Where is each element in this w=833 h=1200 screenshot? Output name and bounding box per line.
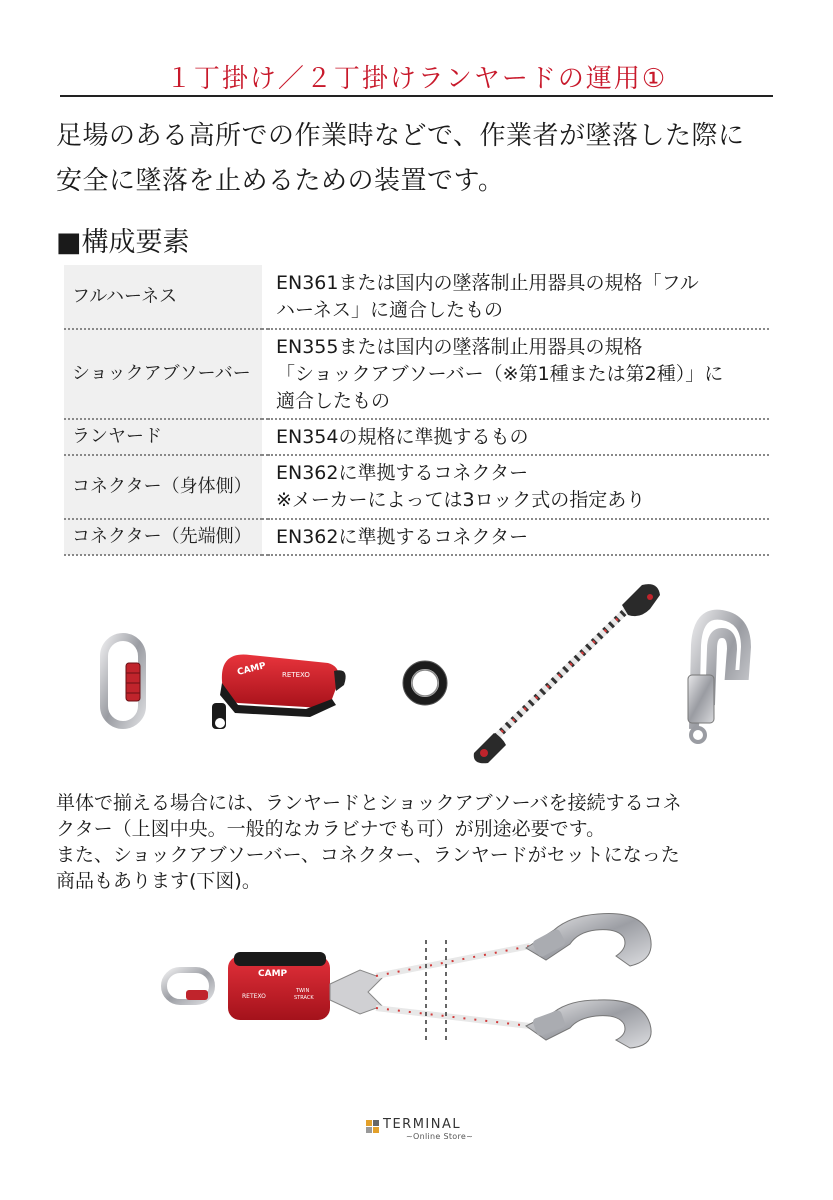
scaffold-hook-image [688,615,746,742]
assembled-lanyard-image [150,900,680,1050]
assembly-y-connector [330,970,382,1014]
assembly-brand: CAMP [258,969,288,979]
table-row [64,519,769,555]
component-description: EN354の規格に準拠するもの [276,425,529,448]
table-row [64,419,769,455]
assembly-absorber [228,952,330,1020]
component-description: EN362に準拠するコネクター [276,525,529,548]
title-divider [60,95,773,97]
assembly-hook-top [526,913,651,966]
absorber-model: RETEXO [282,671,310,679]
assembly-ropes [376,940,530,1040]
logo-subtitle: ~Online Store~ [406,1132,474,1141]
component-name: ショックアブソーバー [64,329,262,419]
shock-absorber-image [212,655,346,729]
component-description: EN362に準拠するコネクター ※メーカーによっては3ロック式の指定あり [276,462,646,511]
intro-line: 足場のある高所での作業時などで、作業者が墜落した際に [56,121,745,151]
note-text: 単体で揃える場合には、ランヤードとショックアブソーバを接続するコネ クター（上図中央。一般的なカラビナでも可）が別途必要です。 また、ショックアブソーバー、コネクター、ランヤードがセットになった 商品もあります(下図)。 [56,792,682,892]
assembly-tag-2: STRACK [294,995,314,1001]
component-name: コネクター（先端側） [64,519,262,555]
page-title: １丁掛け／２丁掛けランヤードの運用① [165,64,668,94]
table-row [64,265,769,329]
component-description: EN355または国内の墜落制止用器具の規格 「ショックアブソーバー（※第1種または第2種）」に 適合したもの [276,335,724,412]
carabiner-image [104,637,142,725]
assembly-tag-1: TWIN [296,988,310,994]
absorber-brand: CAMP [236,661,267,678]
intro-line: 安全に墜落を止めるための装置です。 [56,166,505,196]
ring-connector-image [403,661,447,705]
section-heading: ■構成要素 [56,227,190,258]
logo-icon [366,1120,380,1134]
assembly-carabiner [164,970,212,1002]
assembly-model: RETEXO [242,993,266,1000]
table-row [64,455,769,519]
assembly-hook-bottom [526,1000,651,1048]
intro-text [56,114,796,204]
component-description: EN361または国内の墜落制止用器具の規格「フル ハーネス」に適合したもの [276,271,699,321]
store-logo [366,1118,476,1144]
component-name: ランヤード [64,419,262,455]
table-row [64,329,769,419]
component-name: コネクター（身体側） [64,455,262,519]
logo-name: TERMINAL [383,1117,462,1132]
component-name: フルハーネス [64,265,262,329]
components-table [64,265,769,556]
lanyard-image [474,584,660,763]
product-images [70,575,770,775]
